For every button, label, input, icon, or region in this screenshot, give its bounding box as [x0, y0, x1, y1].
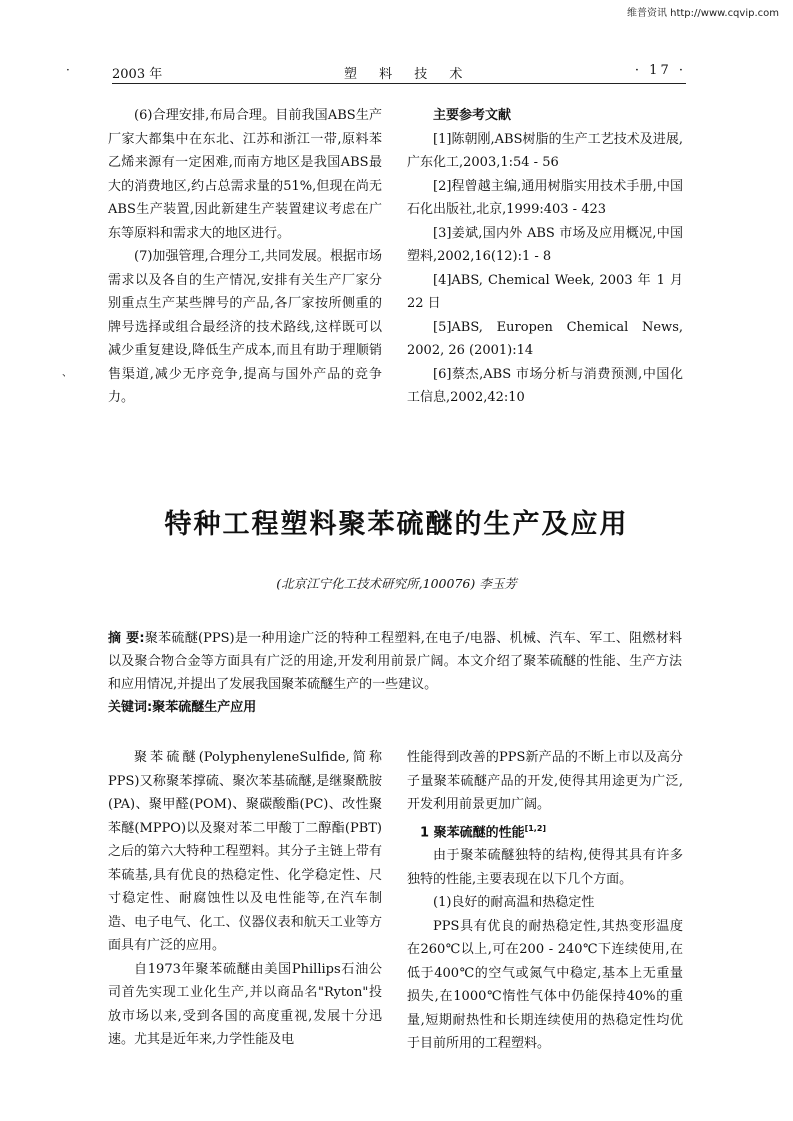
references-title: 主要参考文献	[433, 108, 512, 123]
keywords-label: 关键词:	[108, 700, 153, 715]
body-paragraph: 由于聚苯硫醚独特的结构,使得其具有许多独特的性能,主要表现在以下几个方面。	[407, 848, 683, 887]
reference-item: [5]ABS, Europen Chemical News, 2002, 26 (2001):14	[407, 319, 683, 358]
abstract-text: 聚苯硫醚(PPS)是一种用途广泛的特种工程塑料,在电子/电器、机械、汽车、军工、阻燃材料以及聚合物合金等方面具有广泛的用途,开发利用前景广阔。本文介绍了聚苯硫醚的性能、生产方法和应用情况,并提出了发展我国聚苯硫醚生产的一些建议。	[108, 631, 682, 692]
paragraph-7: (7)加强管理,合理分工,共同发展。根据市场需求以及各自的生产情况,安排有关生产厂家分别重点生产某些牌号的产品,各厂家按所侧重的牌号选择或组合最经济的技术路线,这样既可以减少重复建设,降低生产成本,而且有助于理顺销售渠道,减少无序竞争,提高与国外产品的竞争力。	[108, 249, 382, 405]
section-heading	[407, 817, 683, 845]
running-header	[112, 63, 686, 84]
body-paragraph: 性能得到改善的PPS新产品的不断上市以及高分子量聚苯硫醚产品的开发,使得其用途更为广泛,开发利用前景更加广阔。	[407, 750, 683, 812]
watermark: 维普资讯 http://www.cqvip.com	[626, 8, 779, 19]
left-column-body	[108, 746, 382, 1052]
margin-mark: ·	[66, 63, 70, 77]
reference-item: [3]姜斌,国内外 ABS 市场及应用概况,中国塑料,2002,16(12):1 - 8	[407, 225, 683, 264]
section-title: 1 聚苯硫醚的性能	[420, 824, 525, 840]
header-journal: 塑 料 技 术	[344, 67, 472, 82]
reference-item: [4]ABS, Chemical Week, 2003 年 1 月 22 日	[407, 272, 683, 311]
article-affiliation: (北京江宁化工技术研究所,100076) 李玉芳	[276, 576, 517, 591]
header-year: 2003 年	[112, 67, 163, 82]
body-paragraph: PPS具有优良的耐热稳定性,其热变形温度在260℃以上,可在200 - 240℃下连续使用,在低于400℃的空气或氮气中稳定,基本上无重量损失,在1000℃惰性气体中仍能保持40%的重量,短期耐热性和长期连续使用的热稳定性均优于目前所用的工程塑料。	[407, 918, 683, 1052]
header-page-number: · 17 ·	[634, 63, 686, 78]
right-column-body	[407, 746, 683, 1056]
body-paragraph: 自1973年聚苯硫醚由美国Phillips石油公司首先实现工业化生产,并以商品名"Ryton"投放市场以来,受到各国的高度重视,发展十分迅速。尤其是近年来,力学性能及电	[108, 961, 382, 1047]
keywords-text: 聚苯硫醚生产应用	[152, 700, 257, 715]
reference-item: [6]蔡杰,ABS 市场分析与消费预测,中国化工信息,2002,42:10	[407, 366, 683, 405]
abstract	[108, 627, 682, 719]
margin-tick: 、	[62, 368, 72, 379]
subsection-heading: (1)良好的耐高温和热稳定性	[433, 895, 595, 911]
paragraph-6: (6)合理安排,布局合理。目前我国ABS生产厂家大都集中在东北、江苏和浙江一带,原料苯乙烯来源有一定困难,而南方地区是我国ABS最大的消费地区,约占总需求量的51%,但现在尚无ABS生产装置,因此新建生产装置建议考虑在广东等原料和需求大的地区进行。	[108, 108, 382, 241]
keywords	[108, 696, 682, 719]
citation-ref: [1,2]	[524, 823, 547, 833]
abstract-paragraph	[108, 627, 682, 696]
reference-item: [1]陈朝刚,ABS树脂的生产工艺技术及进展,广东化工,2003,1:54 - 56	[407, 131, 683, 170]
body-paragraph: 聚苯硫醚(PolyphenyleneSulfide,简称PPS)又称聚苯撑硫、聚次苯基硫醚,是继聚酰胺(PA)、聚甲醛(POM)、聚碳酸酯(PC)、改性聚苯醚(MPPO)以及聚对苯二甲酸丁二醇酯(PBT)之后的第六大特种工程塑料。其分子主链上带有苯硫基,具有优良的热稳定性、化学稳定性、尺寸稳定性、耐腐蚀性以及电性能等,在汽车制造、电子电气、化工、仪器仪表和航天工业等方面具有广泛的应用。	[108, 750, 382, 953]
article-title: 特种工程塑料聚苯硫醚的生产及应用	[164, 509, 629, 540]
abstract-label: 摘 要:	[108, 631, 145, 646]
reference-item: [2]程曾越主编,通用树脂实用技术手册,中国石化出版社,北京,1999:403 - 423	[407, 178, 683, 217]
left-column-top	[108, 104, 382, 410]
references	[407, 104, 683, 410]
